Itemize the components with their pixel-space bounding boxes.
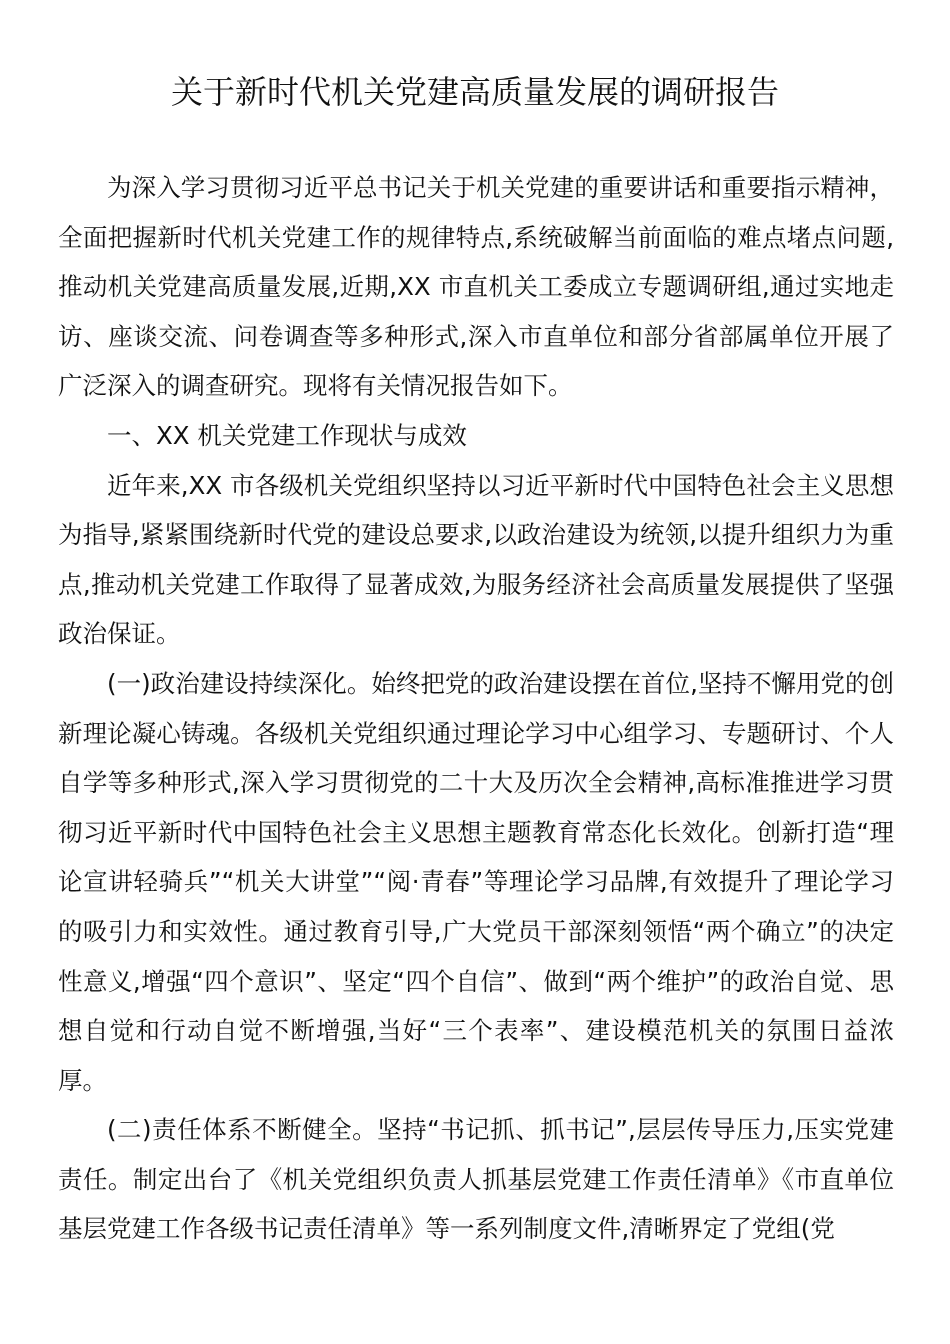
section-heading-1: 一、XX 机关党建工作现状与成效	[107, 420, 467, 450]
subsection-2-paragraph: (二)责任体系不断健全。坚持“书记抓、抓书记”,层层传导压力,压实党建责任。制定出台了《机关党组织负责人抓基层党建工作责任清单》《市直单位基层党建工作各级书记责任清单》等一系列制度文件,清晰界定了党组(党	[58, 1115, 894, 1244]
subsection-1-paragraph: (一)政治建设持续深化。始终把党的政治建设摆在首位,坚持不懈用党的创新理论凝心铸魂。各级机关党组织通过理论学习中心组学习、专题研讨、个人自学等多种形式,深入学习贯彻党的二十大及历次全会精神,高标准推进学习贯彻习近平新时代中国特色社会主义思想主题教育常态化长效化。创新打造“理论宣讲轻骑兵”“机关大讲堂”“阅·青春”等理论学习品牌,有效提升了理论学习的吸引力和实效性。通过教育引导,广大党员干部深刻领悟“两个确立”的决定性意义,增强“四个意识”、坚定“四个自信”、做到“两个维护”的政治自觉、思想自觉和行动自觉不断增强,当好“三个表率”、建设模范机关的氛围日益浓厚。	[58, 668, 894, 1095]
section-1-intro-paragraph: 近年来,XX 市各级机关党组织坚持以习近平新时代中国特色社会主义思想为指导,紧紧围绕新时代党的建设总要求,以政治建设为统领,以提升组织力为重点,推动机关党建工作取得了显著成效,为服务经济社会高质量发展提供了坚强政治保证。	[58, 470, 894, 649]
document-title: 关于新时代机关党建高质量发展的调研报告	[170, 73, 779, 111]
document-body	[58, 163, 894, 1254]
intro-paragraph: 为深入学习贯彻习近平总书记关于机关党建的重要讲话和重要指示精神，全面把握新时代机关党建工作的规律特点,系统破解当前面临的难点堵点问题,推动机关党建高质量发展,近期,XX 市直机关工委成立专题调研组,通过实地走访、座谈交流、问卷调查等多种形式,深入市直单位和部分省部属单位开展了广泛深入的调查研究。现将有关情况报告如下。	[58, 173, 894, 401]
